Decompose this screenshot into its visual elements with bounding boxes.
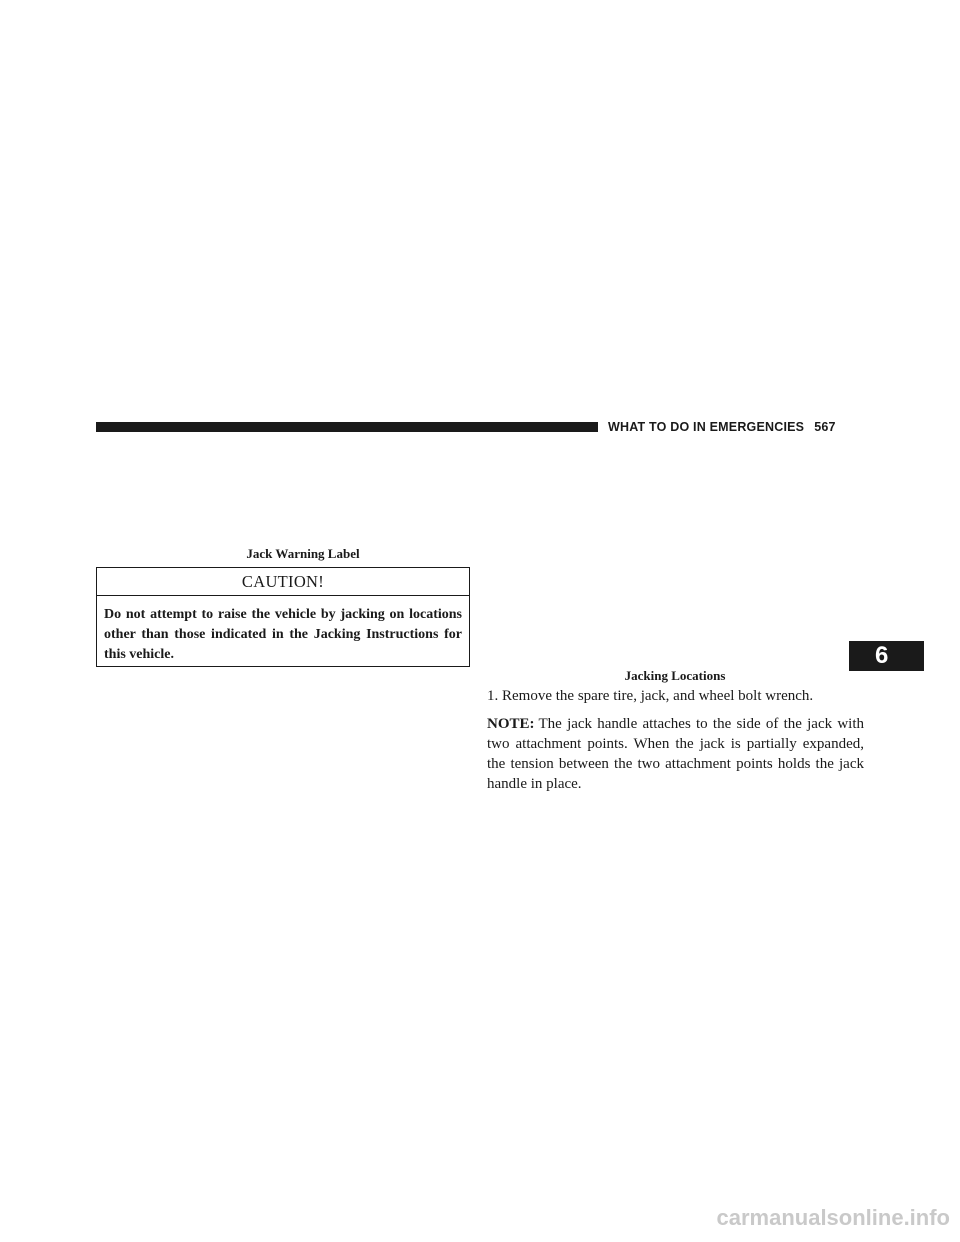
step-1-text: 1. Remove the spare tire, jack, and wheel bolt wrench. <box>487 688 814 704</box>
figure-caption-jacking-locations: Jacking Locations <box>624 668 726 683</box>
caution-box <box>96 567 470 667</box>
running-header <box>608 418 836 436</box>
caution-heading: CAUTION! <box>97 568 469 596</box>
section-title: WHAT TO DO IN EMERGENCIES <box>608 420 805 434</box>
chapter-number: 6 <box>875 642 889 669</box>
watermark: carmanualsonline.info <box>716 1205 950 1230</box>
page-number: 567 <box>814 420 836 434</box>
chapter-tab <box>849 641 924 671</box>
header-rule <box>96 422 598 432</box>
note-paragraph <box>487 714 864 794</box>
figure-caption-jack-warning-label: Jack Warning Label <box>246 546 360 561</box>
note-text: The jack handle attaches to the side of the jack with two attachment points. When the jack is partially expanded, the tension between the two attachment points holds the jack handle in place. <box>487 716 864 792</box>
note-label: NOTE: <box>487 716 535 732</box>
caution-body: Do not attempt to raise the vehicle by jacking on locations other than those indicated in the Jacking Instructions for this vehicle. <box>104 607 462 662</box>
